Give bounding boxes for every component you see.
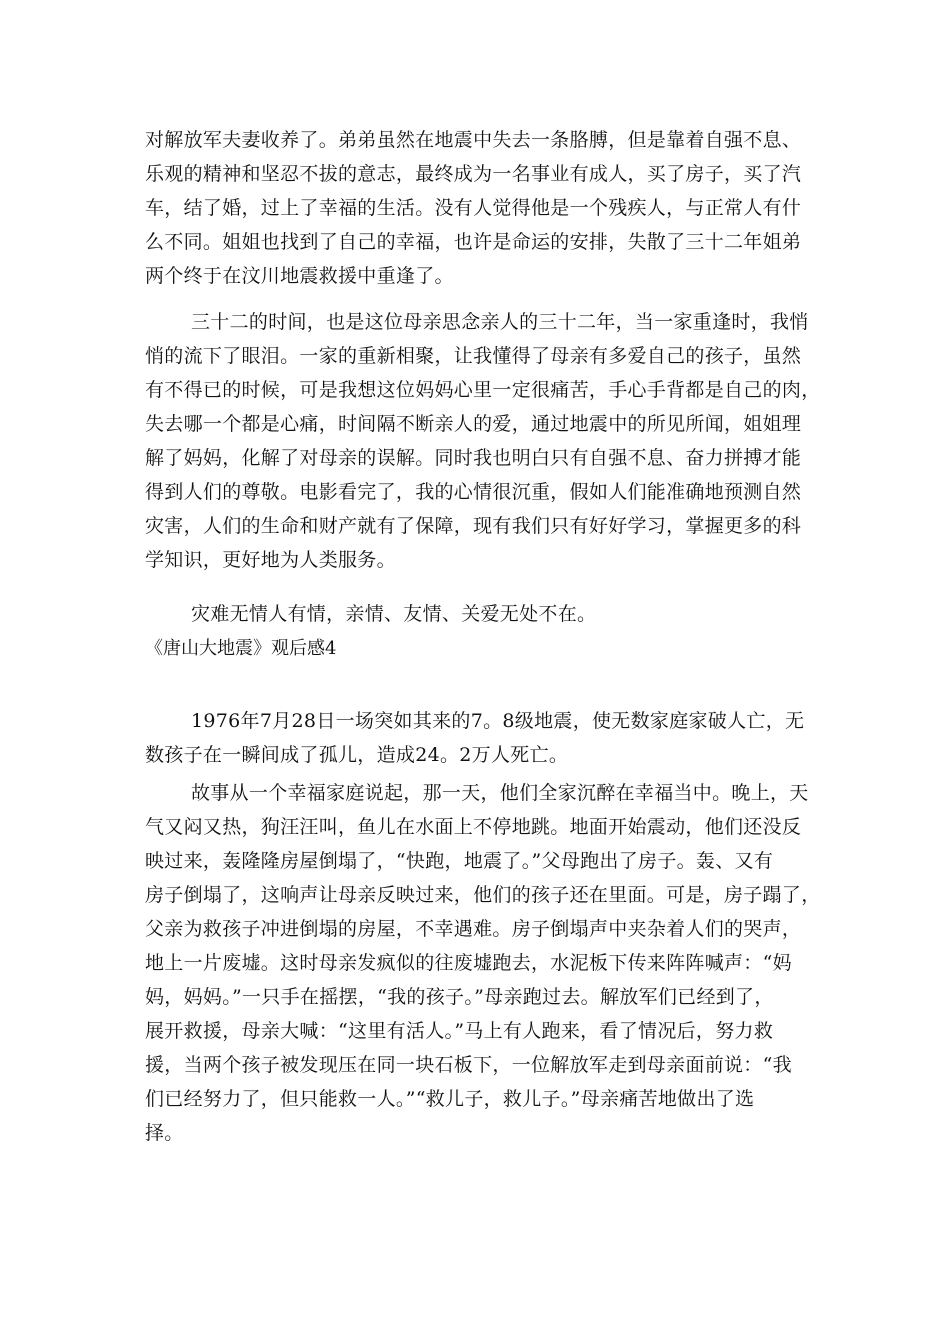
text-line: 乐观的精神和坚忍不拔的意志，最终成为一名事业有成人，买了房子，买了汽 [145, 163, 802, 185]
text-line: 三十二的时间，也是这位母亲思念亲人的三十二年，当一家重逢时，我悄 [191, 311, 809, 333]
text-line: 对解放军夫妻收养了。弟弟虽然在地震中失去一条胳膊，但是靠着自强不息、 [145, 129, 802, 151]
paragraph-closing [145, 597, 810, 631]
text-line: 地上一片废墟。这时母亲发疯似的往废墟跑去，水泥板下传来阵阵喊声：“妈 [145, 952, 792, 974]
text-line: 数孩子在一瞬间成了孤儿，造成24。2万人死亡。 [145, 744, 569, 766]
paragraph-intro [145, 704, 810, 772]
section-heading [145, 632, 810, 666]
text-line: 灾难无情人有情，亲情、友情、关爱无处不在。 [191, 603, 597, 625]
text-line: 们已经努力了，但只能救一人。”“救儿子，救儿子。”母亲痛苦地做出了选 [145, 1088, 755, 1110]
text-line: 父亲为救孩子冲进倒塌的房屋，不幸遇难。房子倒塌声中夹杂着人们的哭声， [145, 918, 802, 940]
paragraph-story [145, 776, 821, 1150]
text-line: 两个终于在汶川地震救援中重逢了。 [145, 265, 454, 287]
text-line: 灾害，人们的生命和财产就有了保障，现有我们只有好好学习，掌握更多的科 [145, 515, 802, 537]
text-line: 妈，妈妈。”一只手在摇摆，“我的孩子。”母亲跑过去。解放军们已经到了， [145, 986, 774, 1008]
text-line: 1976年7月28日一场突如其来的7。8级地震，使无数家庭家破人亡，无 [191, 710, 805, 732]
text-line: 择。 [145, 1122, 184, 1144]
essay-title: 《唐山大地震》观后感4 [145, 638, 337, 659]
text-line: 援，当两个孩子被发现压在同一块石板下，一位解放军走到母亲面前说：“我 [145, 1054, 792, 1076]
text-line: 房子倒塌了，这响声让母亲反映过来，他们的孩子还在里面。可是，房子蹋了， [145, 884, 821, 906]
text-line: 展开救援，母亲大喊：“这里有活人。”马上有人跑来，看了情况后，努力救 [145, 1020, 774, 1042]
paragraph-reflection [145, 305, 821, 577]
text-line: 么不同。姐姐也找到了自己的幸福，也许是命运的安排，失散了三十二年姐弟 [145, 231, 802, 253]
text-line: 有不得已的时候，可是我想这位妈妈心里一定很痛苦，手心手背都是自己的肉， [145, 379, 821, 401]
text-line: 学知识，更好地为人类服务。 [145, 549, 396, 571]
text-line: 映过来，轰隆隆房屋倒塌了，“快跑，地震了。”父母跑出了房子。轰、又有 [145, 850, 774, 872]
paragraph-continuation [145, 123, 810, 293]
text-line: 车，结了婚，过上了幸福的生活。没有人觉得他是一个残疾人，与正常人有什 [145, 197, 802, 219]
text-line: 失去哪一个都是心痛，时间隔不断亲人的爱，通过地震中的所见所闻，姐姐理 [145, 413, 802, 435]
text-line: 悄的流下了眼泪。一家的重新相聚，让我懂得了母亲有多爱自己的孩子，虽然 [145, 345, 802, 367]
text-line: 气又闷又热，狗汪汪叫，鱼儿在水面上不停地跳。地面开始震动，他们还没反 [145, 816, 802, 838]
text-line: 故事从一个幸福家庭说起，那一天，他们全家沉醉在幸福当中。晚上，天 [191, 782, 809, 804]
text-line: 解了妈妈，化解了对母亲的误解。同时我也明白只有自强不息、奋力拼搏才能 [145, 447, 802, 469]
text-line: 得到人们的尊敬。电影看完了，我的心情很沉重，假如人们能准确地预测自然 [145, 481, 802, 503]
